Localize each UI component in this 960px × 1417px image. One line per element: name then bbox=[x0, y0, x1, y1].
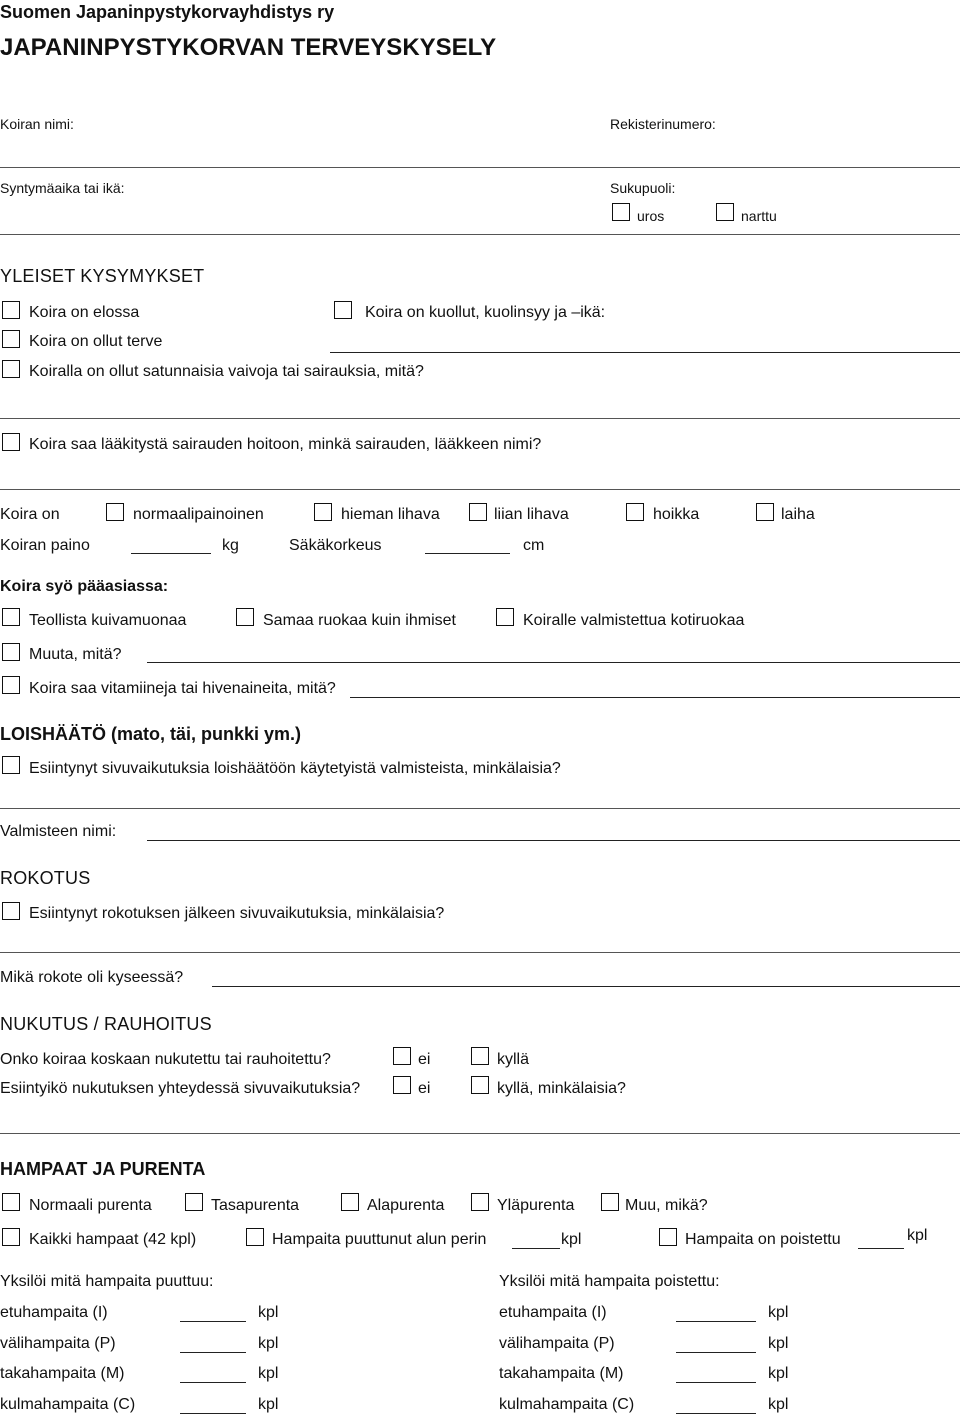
missing-incisors-label: etuhampaita (I) bbox=[0, 1304, 108, 1321]
anesthesia-q1-no-checkbox[interactable] bbox=[393, 1047, 411, 1065]
height-input-line[interactable] bbox=[425, 553, 510, 554]
male-label: uros bbox=[637, 208, 665, 224]
alive-label: Koira on elossa bbox=[29, 304, 140, 321]
page-title: JAPANINPYSTYKORVAN TERVEYSKYSELY bbox=[0, 34, 497, 61]
food-heading: Koira syö pääasiassa: bbox=[0, 578, 169, 595]
normal-weight-label: normaalipainoinen bbox=[133, 506, 264, 523]
slim-checkbox[interactable] bbox=[626, 503, 644, 521]
missing-from-birth-checkbox[interactable] bbox=[246, 1228, 264, 1246]
register-number-label: Rekisterinumero: bbox=[610, 116, 716, 132]
slightly-fat-checkbox[interactable] bbox=[314, 503, 332, 521]
cm-unit: cm bbox=[523, 537, 545, 554]
answer-line[interactable] bbox=[0, 418, 960, 419]
level-bite-checkbox[interactable] bbox=[185, 1193, 203, 1211]
vaccination-side-effects-checkbox[interactable] bbox=[2, 902, 20, 920]
homemade-food-label: Koiralle valmistettua kotiruokaa bbox=[523, 612, 745, 629]
alive-checkbox[interactable] bbox=[2, 301, 20, 319]
missing-incisors-line[interactable] bbox=[180, 1321, 246, 1322]
removed-count-line[interactable] bbox=[858, 1248, 904, 1249]
birth-label: Syntymäaika tai ikä: bbox=[0, 180, 125, 196]
other-food-line[interactable] bbox=[147, 662, 960, 663]
anesthesia-q2-no-checkbox[interactable] bbox=[393, 1076, 411, 1094]
human-food-checkbox[interactable] bbox=[236, 608, 254, 626]
medication-label: Koira saa lääkitystä sairauden hoitoon, minkä sairauden, lääkkeen nimi? bbox=[29, 436, 542, 453]
missing-canines-label: kulmahampaita (C) bbox=[0, 1396, 136, 1413]
too-fat-label: liian lihava bbox=[494, 506, 569, 523]
missing-canines-line[interactable] bbox=[180, 1413, 246, 1414]
anesthesia-q1: Onko koiraa koskaan nukutettu tai rauhoitettu? bbox=[0, 1051, 331, 1068]
divider bbox=[0, 234, 960, 235]
too-fat-checkbox[interactable] bbox=[469, 503, 487, 521]
dry-food-label: Teollista kuivamuonaa bbox=[29, 612, 187, 629]
kpl-unit: kpl bbox=[258, 1304, 279, 1321]
normal-bite-checkbox[interactable] bbox=[2, 1193, 20, 1211]
occasional-checkbox[interactable] bbox=[2, 360, 20, 378]
missing-heading: Yksilöi mitä hampaita puuttuu: bbox=[0, 1273, 214, 1290]
dead-label: Koira on kuollut, kuolinsyy ja –ikä: bbox=[365, 304, 606, 321]
dog-name-label: Koiran nimi: bbox=[0, 116, 74, 132]
vaccination-side-effects-label: Esiintynyt rokotuksen jälkeen sivuvaikutuksia, minkälaisia? bbox=[29, 905, 445, 922]
vaccination-heading: ROKOTUS bbox=[0, 868, 91, 888]
anesthesia-heading: NUKUTUS / RAUHOITUS bbox=[0, 1014, 212, 1034]
condition-intro: Koira on bbox=[0, 506, 60, 523]
removed-molars-line[interactable] bbox=[676, 1382, 756, 1383]
anesthesia-q2-yes-checkbox[interactable] bbox=[471, 1076, 489, 1094]
teeth-heading: HAMPAAT JA PURENTA bbox=[0, 1159, 206, 1179]
height-label: Säkäkorkeus bbox=[289, 537, 382, 554]
missing-count-line[interactable] bbox=[512, 1248, 560, 1249]
homemade-food-checkbox[interactable] bbox=[496, 608, 514, 626]
female-label: narttu bbox=[741, 208, 777, 224]
answer-line[interactable] bbox=[0, 952, 960, 953]
removed-canines-label: kulmahampaita (C) bbox=[499, 1396, 635, 1413]
other-food-label: Muuta, mitä? bbox=[29, 646, 122, 663]
vitamins-line[interactable] bbox=[350, 697, 960, 698]
slightly-fat-label: hieman lihava bbox=[341, 506, 440, 523]
removed-incisors-line[interactable] bbox=[676, 1321, 756, 1322]
missing-premolars-label: välihampaita (P) bbox=[0, 1335, 116, 1352]
parasite-side-effects-checkbox[interactable] bbox=[2, 756, 20, 774]
removed-heading: Yksilöi mitä hampaita poistettu: bbox=[499, 1273, 720, 1290]
weight-input-line[interactable] bbox=[131, 553, 211, 554]
removed-teeth-checkbox[interactable] bbox=[659, 1228, 677, 1246]
anesthesia-q2-yes-label: kyllä, minkälaisia? bbox=[497, 1080, 626, 1097]
kpl-unit: kpl bbox=[768, 1335, 789, 1352]
kpl-unit: kpl bbox=[768, 1396, 789, 1413]
vitamins-label: Koira saa vitamiineja tai hivenaineita, mitä? bbox=[29, 680, 336, 697]
other-bite-label: Muu, mikä? bbox=[625, 1197, 708, 1214]
missing-from-birth-label: Hampaita puuttunut alun perin bbox=[272, 1231, 487, 1248]
level-bite-label: Tasapurenta bbox=[211, 1197, 300, 1214]
kpl-unit: kpl bbox=[258, 1365, 279, 1382]
missing-molars-line[interactable] bbox=[180, 1382, 246, 1383]
anesthesia-q2: Esiintyikö nukutuksen yhteydessä sivuvaikutuksia? bbox=[0, 1080, 361, 1097]
kg-unit: kg bbox=[222, 537, 239, 554]
kpl-unit: kpl bbox=[258, 1396, 279, 1413]
thin-label: laiha bbox=[781, 506, 815, 523]
healthy-checkbox[interactable] bbox=[2, 330, 20, 348]
overbite-label: Yläpurenta bbox=[497, 1197, 575, 1214]
product-name-line[interactable] bbox=[147, 840, 960, 841]
all-teeth-label: Kaikki hampaat (42 kpl) bbox=[29, 1231, 197, 1248]
female-checkbox[interactable] bbox=[716, 203, 734, 221]
occasional-label: Koiralla on ollut satunnaisia vaivoja tai sairauksia, mitä? bbox=[29, 363, 424, 380]
product-name-label: Valmisteen nimi: bbox=[0, 823, 117, 840]
answer-line[interactable] bbox=[0, 489, 960, 490]
sex-label: Sukupuoli: bbox=[610, 180, 676, 196]
removed-premolars-line[interactable] bbox=[676, 1352, 756, 1353]
other-bite-checkbox[interactable] bbox=[601, 1193, 619, 1211]
general-heading: YLEISET KYSYMYKSET bbox=[0, 266, 205, 286]
removed-incisors-label: etuhampaita (I) bbox=[499, 1304, 607, 1321]
healthy-label: Koira on ollut terve bbox=[29, 333, 163, 350]
vaccine-which-label: Mikä rokote oli kyseessä? bbox=[0, 969, 184, 986]
organization-name: Suomen Japaninpystykorvayhdistys ry bbox=[0, 2, 335, 22]
anesthesia-q2-no-label: ei bbox=[418, 1080, 431, 1097]
weight-label: Koiran paino bbox=[0, 537, 90, 554]
missing-molars-label: takahampaita (M) bbox=[0, 1365, 125, 1382]
underbite-label: Alapurenta bbox=[367, 1197, 445, 1214]
human-food-label: Samaa ruokaa kuin ihmiset bbox=[263, 612, 456, 629]
removed-molars-label: takahampaita (M) bbox=[499, 1365, 624, 1382]
vaccine-which-line[interactable] bbox=[212, 986, 960, 987]
removed-premolars-label: välihampaita (P) bbox=[499, 1335, 615, 1352]
thin-checkbox[interactable] bbox=[756, 503, 774, 521]
answer-line[interactable] bbox=[0, 808, 960, 809]
normal-weight-checkbox[interactable] bbox=[106, 503, 124, 521]
other-food-checkbox[interactable] bbox=[2, 643, 20, 661]
anesthesia-q1-yes-checkbox[interactable] bbox=[471, 1047, 489, 1065]
kpl-unit: kpl bbox=[907, 1227, 928, 1244]
all-teeth-checkbox[interactable] bbox=[2, 1228, 20, 1246]
dead-checkbox[interactable] bbox=[334, 301, 352, 319]
underbite-checkbox[interactable] bbox=[341, 1193, 359, 1211]
divider bbox=[0, 167, 960, 168]
answer-line[interactable] bbox=[0, 1133, 960, 1134]
parasite-heading: LOISHÄÄTÖ (mato, täi, punkki ym.) bbox=[0, 724, 302, 744]
male-checkbox[interactable] bbox=[612, 203, 630, 221]
cause-of-death-line[interactable] bbox=[330, 352, 960, 353]
anesthesia-q1-yes-label: kyllä bbox=[497, 1051, 530, 1068]
removed-teeth-label: Hampaita on poistettu bbox=[685, 1231, 841, 1248]
anesthesia-q1-no-label: ei bbox=[418, 1051, 431, 1068]
slim-label: hoikka bbox=[653, 506, 700, 523]
kpl-unit: kpl bbox=[768, 1304, 789, 1321]
medication-checkbox[interactable] bbox=[2, 433, 20, 451]
dry-food-checkbox[interactable] bbox=[2, 608, 20, 626]
parasite-side-effects-label: Esiintynyt sivuvaikutuksia loishäätöön käytetyistä valmisteista, minkälaisia? bbox=[29, 760, 561, 777]
vitamins-checkbox[interactable] bbox=[2, 676, 20, 694]
overbite-checkbox[interactable] bbox=[471, 1193, 489, 1211]
kpl-unit: kpl bbox=[768, 1365, 789, 1382]
normal-bite-label: Normaali purenta bbox=[29, 1197, 152, 1214]
kpl-unit: kpl bbox=[561, 1231, 582, 1248]
kpl-unit: kpl bbox=[258, 1335, 279, 1352]
missing-premolars-line[interactable] bbox=[180, 1352, 246, 1353]
removed-canines-line[interactable] bbox=[676, 1413, 756, 1414]
